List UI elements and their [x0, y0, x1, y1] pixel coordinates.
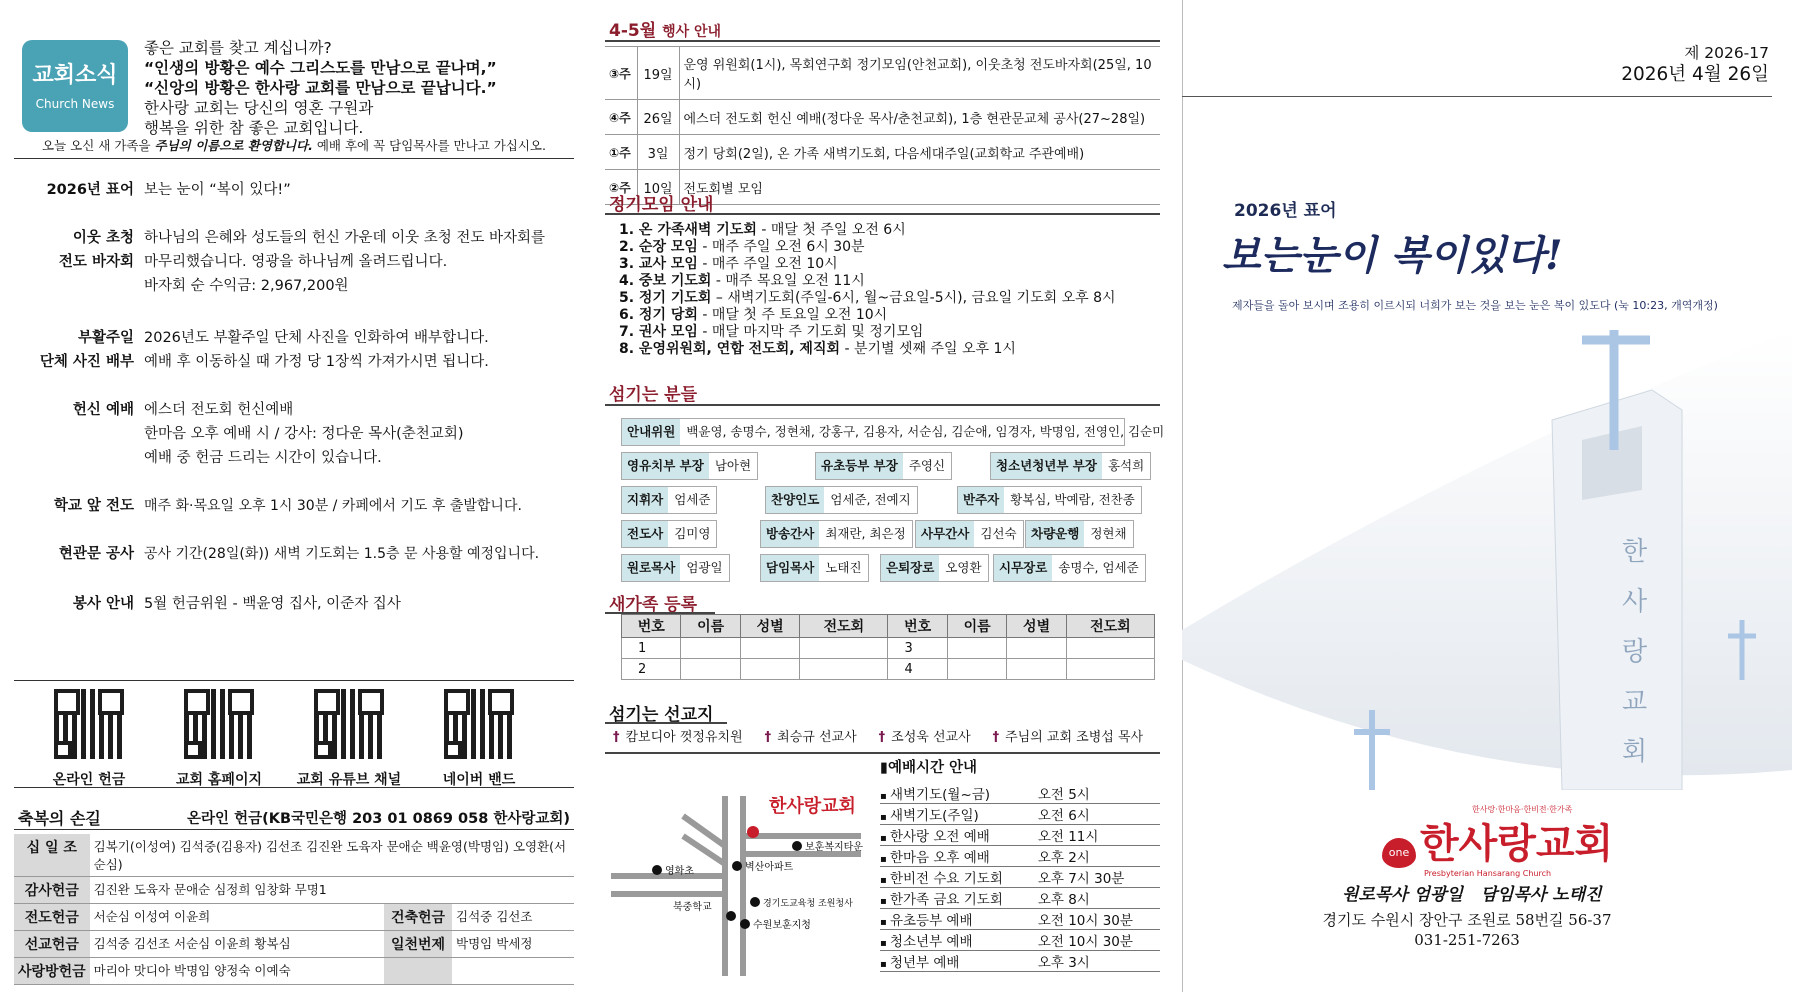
- newfamily-table: [621, 614, 1155, 680]
- news-label: 이웃 초청 전도 바자회: [58, 230, 134, 270]
- offering-names: 김석중 김선조: [452, 904, 574, 931]
- server-box: [621, 452, 758, 480]
- meeting-item: [619, 273, 1159, 290]
- intro-line: 좋은 교회를 찾고 계십니까?: [144, 39, 332, 57]
- welcome-text: 오늘 오신 새 가족을: [42, 138, 155, 153]
- server-role: 유초등부 부장: [816, 453, 903, 479]
- meeting-time: - 분기별 셋째 주일 오후 1시: [840, 341, 1016, 357]
- map-poi-marker: [792, 841, 802, 851]
- server-role: 안내위원: [622, 419, 680, 445]
- year-motto: 보는눈이 복이있다!: [1222, 232, 1563, 279]
- table-row: [880, 804, 1160, 825]
- table-row: [14, 877, 574, 904]
- offering-names: 마리아 맛디아 박명임 양정숙 이예숙: [90, 958, 384, 985]
- map-label: 영화초: [665, 866, 694, 877]
- table-row: [14, 904, 574, 931]
- server-names: 정현채: [1090, 526, 1127, 541]
- date-cell: 3일: [637, 135, 679, 170]
- bulletin-cover: [1182, 0, 1795, 992]
- intro-line: 한사랑 교회는 당신의 영혼 구원과: [144, 99, 374, 117]
- section-divider: [605, 213, 1160, 215]
- server-names: 노태진: [825, 560, 862, 575]
- meeting-time: - 매주 목요일 오전 11시: [711, 273, 865, 289]
- logo-english-name: Presbyterian Hansarang Church: [1424, 869, 1552, 878]
- address-line: 경기도 수원시 장안구 조원로 58번길 56-37: [1322, 911, 1612, 929]
- church-intro: [144, 38, 574, 138]
- worship-name: ▪ 한가족 금요 기도회: [880, 888, 1038, 909]
- welcome-emphasis: 주님의 이름으로 환영합니다.: [154, 138, 313, 153]
- table-row: [14, 834, 574, 877]
- offering-names: [452, 958, 574, 985]
- worship-name: ▪ 청년부 예배: [880, 951, 1038, 972]
- online-offering-account: 온라인 헌금(KB국민은행 203 01 0869 058 한사랑교회): [187, 811, 570, 827]
- meeting-item: [619, 324, 1159, 341]
- map-label: 보훈복지타운: [805, 842, 863, 853]
- offering-names: 서순심 이성여 이윤희: [90, 904, 384, 931]
- qr-code-icon: [444, 689, 514, 759]
- cross-icon: †: [613, 730, 620, 745]
- gender-input-cell[interactable]: [1007, 659, 1066, 680]
- group-input-cell[interactable]: [800, 638, 888, 659]
- section-divider: [605, 752, 1160, 754]
- server-role: 사무간사: [916, 521, 974, 547]
- table-row: [880, 825, 1160, 846]
- worship-time: 오전 5시: [1038, 783, 1160, 804]
- event-cell: 전도회별 모임: [679, 170, 1160, 205]
- mission-name: 캄보디아 껏정유치원: [625, 730, 743, 745]
- map-label: 수원보훈지청: [753, 920, 811, 931]
- mission-name: 최승규 선교사: [777, 730, 857, 745]
- mission-title: 섬기는 선교지: [609, 705, 714, 725]
- table-row: [880, 909, 1160, 930]
- worship-name: ▪ 유초등부 예배: [880, 909, 1038, 930]
- worship-time: 오후 2시: [1038, 846, 1160, 867]
- number-cell: 4: [888, 659, 947, 680]
- meeting-name: 2. 순장 모임: [619, 239, 698, 255]
- server-box: [957, 486, 1142, 514]
- server-box: [621, 554, 730, 582]
- offering-type: 감사헌금: [14, 877, 90, 904]
- news-label: 현관문 공사: [58, 546, 134, 562]
- meeting-item: [619, 239, 1159, 256]
- qr-code-icon: [184, 689, 254, 759]
- church-logo: [1382, 805, 1662, 878]
- building-sign-glyph: 회: [1622, 737, 1648, 767]
- group-input-cell[interactable]: [1066, 659, 1154, 680]
- news-text: 하나님의 은혜와 성도들의 헌신 가운데 이웃 초청 전도 바자회를 마무리했습니다. 영광을 하나님께 올려드립니다. 바자회 순 수익금: 2,967,200원: [144, 230, 546, 294]
- number-cell: 3: [888, 638, 947, 659]
- server-role: 담임목사: [761, 555, 819, 581]
- issue-number: 제 2026-17: [1684, 44, 1769, 62]
- mission-item: [613, 726, 743, 745]
- pastor-names: 원로목사 엄광일 담임목사 노태진: [1342, 885, 1602, 905]
- church-news-badge: [22, 40, 128, 132]
- heart-one-icon: one: [1382, 838, 1416, 868]
- column-header: 이름: [947, 615, 1006, 638]
- server-role: 차량운행: [1026, 521, 1084, 547]
- qr-naver-band[interactable]: [414, 689, 544, 789]
- server-role: 반주자: [958, 487, 1004, 513]
- map-church-label: 한사랑교회: [769, 796, 856, 817]
- table-row: [880, 888, 1160, 909]
- map-label: 북중학교: [673, 902, 712, 913]
- worship-time: 오전 11시: [1038, 825, 1160, 846]
- intro-line: “인생의 방황은 예수 그리스도를 만남으로 끝나며,”: [144, 59, 497, 77]
- week-cell: ④주: [605, 100, 637, 135]
- meeting-time: - 매달 첫 주일 오전 6시: [756, 222, 906, 238]
- worship-name: ▪ 한비전 수요 기도회: [880, 867, 1038, 888]
- news-label: 헌신 예배: [72, 402, 134, 418]
- news-text: 5월 헌금위원 - 백윤영 집사, 이준자 집사: [144, 596, 401, 612]
- welcome-message: [14, 136, 574, 159]
- meeting-time: - 매주 주일 오전 6시 30분: [697, 239, 865, 255]
- map-poi-marker: [740, 919, 750, 929]
- logo-church-name: 한사랑교회: [1420, 822, 1614, 866]
- meeting-item: [619, 341, 1159, 358]
- worship-table: [880, 783, 1160, 972]
- meeting-time: - 매달 마지막 주 기도회 및 정기모임: [697, 324, 924, 340]
- server-names: 엄세준, 전예지: [830, 492, 911, 507]
- table-row: [14, 931, 574, 958]
- server-role: 원로목사: [622, 555, 680, 581]
- qr-codes: [14, 680, 574, 788]
- events-month: 4-5월: [609, 21, 657, 41]
- gender-input-cell[interactable]: [740, 659, 799, 680]
- week-cell: ①주: [605, 135, 637, 170]
- section-divider: [605, 404, 1160, 406]
- news-text: 2026년도 부활주일 단체 사진을 인화하여 배부합니다. 예배 후 이동하실 때 가정 당 1장씩 가져가시면 됩니다.: [144, 330, 489, 370]
- server-box: [993, 554, 1146, 582]
- server-box: [815, 452, 952, 480]
- phone-number[interactable]: 031-251-7263: [1414, 931, 1520, 949]
- gender-input-cell[interactable]: [740, 638, 799, 659]
- column-header: 전도회: [1066, 615, 1154, 638]
- meeting-name: 7. 권사 모임: [619, 324, 698, 340]
- meeting-item: [619, 256, 1159, 273]
- offering-type: 선교헌금: [14, 931, 90, 958]
- mission-name: 조성욱 선교사: [891, 730, 971, 745]
- offering-names: 김복기(이성여) 김석중(김용자) 김선조 김진완 도육자 문애순 백윤영(박명임) 오영환(서순심): [90, 834, 574, 877]
- map-label: 벽산아파트: [745, 862, 794, 873]
- mission-list: [613, 726, 1158, 745]
- qr-code-icon: [314, 689, 384, 759]
- offering-names: 김진완 도육자 문애순 심정희 임창화 무명1: [90, 877, 574, 904]
- qr-youtube[interactable]: [284, 689, 414, 789]
- badge-subtitle: Church News: [35, 97, 115, 111]
- offering-names: 김석중 김선조 서순심 이윤희 황복심: [90, 931, 384, 958]
- server-role: 청소년청년부 부장: [991, 453, 1102, 479]
- events-table: [605, 46, 1160, 205]
- news-label: 학교 앞 전도: [53, 498, 134, 514]
- number-cell: 2: [622, 659, 681, 680]
- welcome-text: 예배 후에 꼭 담임목사를 만나고 가십시오.: [312, 138, 546, 153]
- server-box: [1025, 520, 1134, 548]
- group-input-cell[interactable]: [800, 659, 888, 680]
- mission-name: 주님의 교회 조병섭 목사: [1005, 730, 1144, 745]
- building-sign-glyph: 한: [1622, 537, 1648, 567]
- date-cell: 19일: [637, 47, 679, 100]
- qr-caption: 온라인 헌금: [52, 772, 126, 788]
- table-row: [622, 659, 1155, 680]
- worship-name: ▪ 청소년부 예배: [880, 930, 1038, 951]
- meeting-name: 5. 정기 기도회: [619, 290, 712, 306]
- week-cell: ②주: [605, 170, 637, 205]
- news-column: [14, 0, 574, 992]
- schedule-column: [605, 0, 1165, 992]
- motto-year-label: 2026년 표어: [1234, 201, 1337, 221]
- offering-table: [14, 834, 574, 985]
- regular-title: 정기모임 안내: [609, 195, 714, 215]
- meeting-time: - 매주 주일 오전 10시: [697, 256, 838, 272]
- issue-date: 2026년 4월 26일: [1621, 64, 1769, 85]
- mission-item: [879, 726, 971, 745]
- worship-time: 오전 10시 30분: [1038, 909, 1160, 930]
- server-names: 홍석희: [1107, 458, 1145, 473]
- server-names: 엄세준: [674, 492, 711, 507]
- section-divider: [605, 722, 727, 724]
- section-divider: [605, 40, 1160, 42]
- event-cell: 정기 당회(2일), 온 가족 새벽기도회, 다음세대주일(교회학교 주관예배): [679, 135, 1160, 170]
- map-label: 경기도교육청 조원청사: [763, 899, 853, 909]
- column-header: 성별: [1007, 615, 1066, 638]
- building-sign-glyph: 사: [1622, 587, 1648, 617]
- column-header: 이름: [681, 615, 740, 638]
- worship-name: ▪ 한마음 오후 예배: [880, 846, 1038, 867]
- offering-names: 박명임 박세정: [452, 931, 574, 958]
- news-text: 매주 화·목요일 오후 1시 30분 / 카페에서 기도 후 출발합니다.: [144, 498, 522, 514]
- server-role: 방송간사: [761, 521, 819, 547]
- offering-type: 십 일 조: [14, 834, 90, 877]
- offering-type: 건축헌금: [384, 904, 452, 931]
- logo-tagline: 한사랑·한마음·한비전·한가족: [1472, 805, 1573, 814]
- server-box: [915, 520, 1024, 548]
- worship-time: 오후 8시: [1038, 888, 1160, 909]
- regular-meetings: [619, 222, 1159, 358]
- server-box: [621, 418, 1165, 446]
- name-input-cell[interactable]: [947, 638, 1006, 659]
- worship-time: 오전 10시 30분: [1038, 930, 1160, 951]
- server-names: 백윤영, 송명수, 정현채, 강홍구, 김용자, 서순심, 김순애, 임경자, 박명임, 전영인, 김순미: [686, 424, 1165, 439]
- table-row: [880, 951, 1160, 972]
- events-title: [609, 16, 721, 41]
- servers-title: 섬기는 분들: [609, 385, 698, 405]
- building-sign-glyph: 교: [1622, 687, 1648, 717]
- meeting-item: [619, 290, 1159, 307]
- worship-name: ▪ 새벽기도(주일): [880, 804, 1038, 825]
- map-poi-marker: [750, 897, 760, 907]
- name-input-cell[interactable]: [947, 659, 1006, 680]
- news-label: 2026년 표어: [46, 182, 134, 198]
- issue-info: [1621, 42, 1769, 86]
- qr-online-offering[interactable]: [24, 689, 154, 789]
- meeting-name: 8. 운영위원회, 연합 전도회, 제직회: [619, 341, 841, 357]
- news-text: 보는 눈이 “복이 있다!”: [144, 182, 291, 198]
- map-church-marker: [747, 826, 759, 838]
- worship-times: [880, 756, 1160, 972]
- table-row: [14, 958, 574, 985]
- meeting-time: - 매달 첫 주 토요일 오전 10시: [697, 307, 888, 323]
- server-names: 남아현: [714, 458, 752, 473]
- server-role: 찬양인도: [766, 487, 824, 513]
- server-role: 영유치부 부장: [622, 453, 709, 479]
- offering-type: 사랑방헌금: [14, 958, 90, 985]
- events-subtitle: 행사 안내: [662, 24, 722, 40]
- meeting-name: 1. 온 가족새벽 기도회: [619, 222, 757, 238]
- server-names: 송명수, 엄세준: [1058, 560, 1139, 575]
- cross-icon: †: [878, 730, 886, 745]
- date-cell: 26일: [637, 100, 679, 135]
- qr-caption: 교회 유튜브 채널: [296, 772, 402, 788]
- meeting-item: [619, 307, 1159, 324]
- qr-code-icon: [54, 689, 124, 759]
- name-input-cell[interactable]: [681, 638, 740, 659]
- server-box: [760, 520, 913, 548]
- map-poi-marker: [726, 911, 736, 921]
- cover-divider: [1182, 96, 1772, 97]
- server-names: 주영신: [908, 458, 946, 473]
- intro-line: “신앙의 방황은 한사랑 교회를 만남으로 끝납니다.”: [144, 79, 497, 97]
- table-row: [880, 846, 1160, 867]
- meeting-name: 3. 교사 모임: [619, 256, 698, 272]
- offering-type: [384, 958, 452, 985]
- server-box: [621, 520, 717, 548]
- server-role: 지휘자: [622, 487, 668, 513]
- offering-header: [14, 804, 574, 830]
- table-row: [880, 783, 1160, 804]
- mission-item: [765, 726, 857, 745]
- news-text: 공사 기간(28일(화)) 새벽 기도회는 1.5층 문 사용할 예정입니다.: [144, 546, 540, 562]
- worship-title: ▮예배시간 안내: [880, 760, 978, 776]
- offering-title: 축복의 손길: [18, 809, 101, 828]
- server-role: 시무장로: [994, 555, 1052, 581]
- event-cell: 에스더 전도회 헌신 예배(정다운 목사/춘천교회), 1층 현관문교체 공사(27~28일): [679, 100, 1160, 135]
- server-names: 김선숙: [980, 526, 1017, 541]
- server-box: [621, 486, 717, 514]
- mission-item: [993, 726, 1143, 745]
- map-poi-marker: [732, 861, 742, 871]
- qr-homepage[interactable]: [154, 689, 284, 789]
- news-label: 봉사 안내: [72, 596, 134, 612]
- worship-name: ▪ 한사랑 오전 예배: [880, 825, 1038, 846]
- cross-icon: †: [764, 730, 772, 745]
- offering-type: 전도헌금: [14, 904, 90, 931]
- server-box: [990, 452, 1151, 480]
- meeting-name: 4. 중보 기도회: [619, 273, 712, 289]
- worship-time: 오후 3시: [1038, 951, 1160, 972]
- server-names: 김미영: [674, 526, 711, 541]
- meeting-item: [619, 222, 1159, 239]
- date-cell: 10일: [637, 170, 679, 205]
- column-header: 번호: [888, 615, 947, 638]
- newfamily-title: 새가족 등록: [609, 595, 698, 615]
- church-address: [1322, 910, 1612, 950]
- cross-icon: †: [992, 730, 1000, 745]
- news-label: 부활주일 단체 사진 배부: [39, 330, 134, 370]
- column-header: 전도회: [800, 615, 888, 638]
- worship-time: 오전 6시: [1038, 804, 1160, 825]
- table-row: [880, 867, 1160, 888]
- column-header: 성별: [740, 615, 799, 638]
- server-names: 엄광일: [686, 560, 723, 575]
- server-names: 오영환: [945, 560, 982, 575]
- table-row: [605, 47, 1160, 100]
- location-map[interactable]: [611, 776, 871, 986]
- server-role: 전도사: [622, 521, 668, 547]
- server-names: 황복심, 박예람, 전찬종: [1010, 492, 1135, 507]
- building-sign-glyph: 랑: [1622, 637, 1648, 667]
- event-cell: 운영 위원회(1시), 목회연구회 정기모임(안천교회), 이웃초청 전도바자회(25일, 10시): [679, 47, 1160, 100]
- offering-type: 일천번제: [384, 931, 452, 958]
- table-row: [880, 930, 1160, 951]
- server-box: [760, 554, 869, 582]
- group-input-cell[interactable]: [1066, 638, 1154, 659]
- worship-time: 오후 7시 30분: [1038, 867, 1160, 888]
- column-header: 번호: [622, 615, 681, 638]
- server-role: 은퇴장로: [881, 555, 939, 581]
- server-names: 최재란, 최은정: [825, 526, 906, 541]
- intro-line: 행복을 위한 참 좋은 교회입니다.: [144, 119, 364, 137]
- server-box: [880, 554, 989, 582]
- badge-title: 교회소식: [32, 63, 118, 88]
- meeting-name: 6. 정기 당회: [619, 307, 698, 323]
- table-row: [605, 135, 1160, 170]
- meeting-time: – 새벽기도회(주일-6시, 월~금요일-5시), 금요일 기도회 오후 8시: [711, 290, 1116, 306]
- gender-input-cell[interactable]: [1007, 638, 1066, 659]
- table-row: [622, 638, 1155, 659]
- qr-caption: 네이버 밴드: [442, 772, 516, 788]
- worship-name: ▪ 새벽기도(월~금): [880, 783, 1038, 804]
- number-cell: 1: [622, 638, 681, 659]
- qr-caption: 교회 홈페이지: [175, 772, 263, 788]
- table-row: [605, 100, 1160, 135]
- church-building-illustration: [1182, 330, 1792, 790]
- server-box: [765, 486, 918, 514]
- motto-verse: 제자들을 돌아 보시며 조용히 이르시되 너희가 보는 것을 보는 눈은 복이 있도다 (눅 10:23, 개역개정): [1232, 299, 1718, 312]
- table-header-row: [622, 615, 1155, 638]
- news-text: 에스더 전도회 헌신예배 한마음 오후 예배 시 / 강사: 정다운 목사(춘천교회) 예배 중 헌금 드리는 시간이 있습니다.: [144, 402, 464, 466]
- week-cell: ③주: [605, 47, 637, 100]
- name-input-cell[interactable]: [681, 659, 740, 680]
- map-poi-marker: [652, 865, 662, 875]
